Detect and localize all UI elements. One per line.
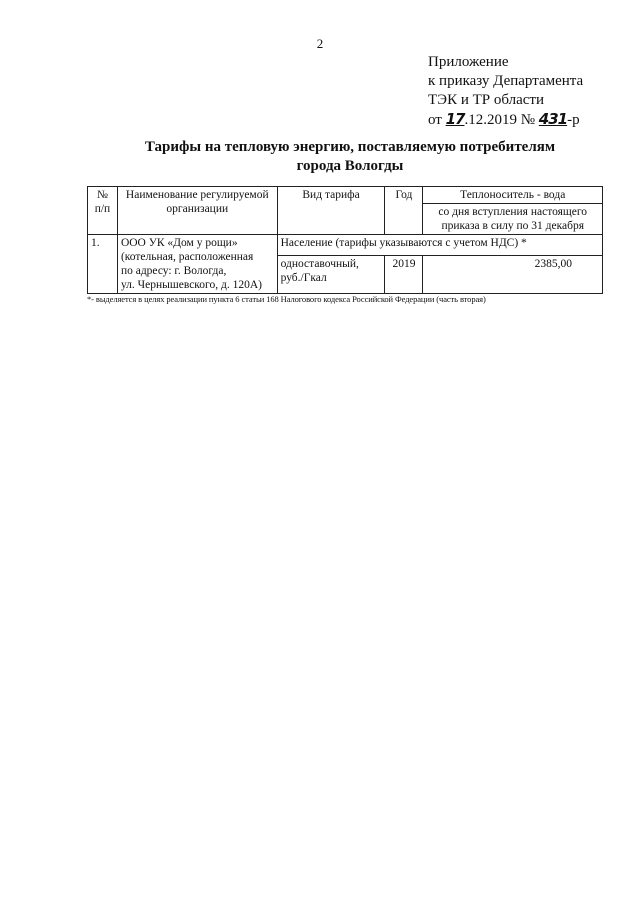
appendix-line-1: Приложение — [428, 54, 509, 70]
org-detail-2: по адресу: г. Вологда, — [120, 265, 227, 277]
row-value: 2385,00 — [423, 255, 603, 293]
org-detail-3: ул. Чернышевского, д. 120А) — [120, 279, 262, 291]
header-year: Год — [385, 187, 423, 235]
appendix-line-3: ТЭК и ТР области — [428, 92, 544, 108]
order-suffix: -р — [567, 112, 580, 128]
row-group: Население (тарифы указываются с учетом НДС) * — [277, 235, 602, 256]
handwritten-day: 17 — [445, 110, 465, 128]
appendix-line-2: к приказу Департамента — [428, 73, 584, 89]
header-type: Вид тарифа — [277, 187, 385, 235]
page-number: 2 — [316, 36, 324, 51]
document-title — [60, 138, 640, 176]
row-num: 1. — [88, 235, 118, 294]
appendix-order-date — [428, 110, 583, 130]
org-detail-1: (котельная, расположенная — [120, 251, 254, 263]
date-prefix: от — [428, 112, 442, 128]
row-year: 2019 — [385, 255, 423, 293]
row-org — [117, 235, 277, 294]
date-rest: .12.2019 № — [464, 112, 536, 128]
row-type: одноставочный, руб./Гкал — [277, 255, 385, 293]
table-row — [88, 235, 603, 256]
header-carrier: Теплоноситель - вода — [423, 187, 603, 204]
title-line-1: Тарифы на тепловую энергию, поставляемую потребителям — [144, 139, 556, 155]
handwritten-order-number: 431 — [538, 110, 568, 128]
header-org: Наименование регулируемой организации — [117, 187, 277, 235]
org-name: ООО УК «Дом у рощи» — [120, 237, 238, 249]
title-line-2: города Вологды — [296, 158, 404, 174]
header-num: № п/п — [88, 187, 118, 235]
appendix-header — [428, 53, 583, 130]
header-period: со дня вступления настоящего приказа в силу по 31 декабря — [423, 204, 603, 235]
table-header-row — [88, 187, 603, 204]
footnote: *- выделяется в целях реализации пункта 6 статьи 168 Налогового кодекса Российской Федерации (часть вторая) — [87, 294, 486, 304]
tariff-table — [87, 186, 603, 294]
